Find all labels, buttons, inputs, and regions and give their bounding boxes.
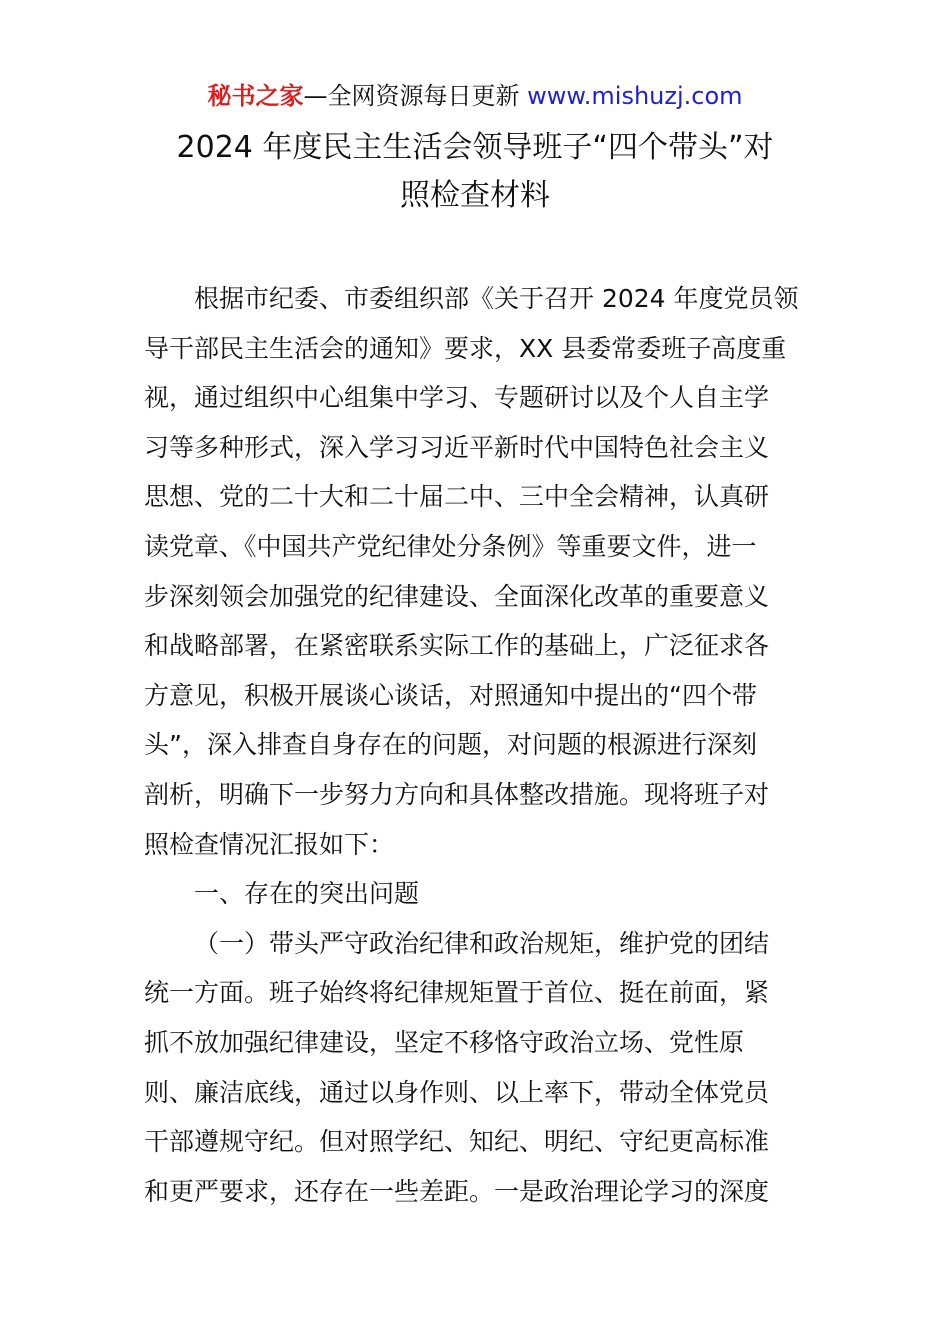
body-line: 和战略部署，在紧密联系实际工作的基础上，广泛征求各 <box>144 631 770 661</box>
body-line: 头”，深入排查自身存在的问题，对问题的根源进行深刻 <box>144 730 757 760</box>
title-line-1: 2024 年度民主生活会领导班子“四个带头”对 <box>176 130 774 165</box>
body-line: 统一方面。班子始终将纪律规矩置于首位、挺在前面，紧 <box>144 978 770 1008</box>
body-line: 方意见，积极开展谈心谈话，对照通知中提出的“四个带 <box>144 680 757 710</box>
body-line: 则、廉洁底线，通过以身作则、以上率下，带动全体党员 <box>144 1077 770 1107</box>
document-title <box>100 124 850 220</box>
body-line: 根据市纪委、市委组织部《关于召开 2024 年度党员领 <box>194 284 799 313</box>
body-line: 读党章、《中国共产党纪律处分条例》等重要文件，进一 <box>144 531 757 561</box>
site-header <box>0 78 950 114</box>
body-line: 思想、党的二十大和二十届二中、三中全会精神，认真研 <box>144 482 770 512</box>
body-line: 和更严要求，还存在一些差距。一是政治理论学习的深度 <box>144 1176 770 1206</box>
body-line: 剖析，明确下一步努力方向和具体整改措施。现将班子对 <box>144 779 770 809</box>
subsection-heading-line: （一）带头严守政治纪律和政治规矩，维护党的团结 <box>194 928 770 958</box>
body-line: 习等多种形式，深入学习习近平新时代中国特色社会主义 <box>144 432 770 462</box>
site-tagline: —全网资源每日更新 <box>303 82 520 110</box>
section-heading: 一、存在的突出问题 <box>194 879 420 909</box>
body-line: 干部遵规守纪。但对照学纪、知纪、明纪、守纪更高标准 <box>144 1127 770 1157</box>
body-line: 步深刻领会加强党的纪律建设、全面深化改革的重要意义 <box>144 581 770 611</box>
body-line: 视，通过组织中心组集中学习、专题研讨以及个人自主学 <box>144 383 770 413</box>
body-line: 照检查情况汇报如下： <box>144 829 395 859</box>
site-url-link[interactable]: www.mishuzj.com <box>527 82 743 110</box>
body-line: 抓不放加强纪律建设，坚定不移恪守政治立场、党性原 <box>144 1027 745 1057</box>
title-line-2: 照检查材料 <box>400 178 550 213</box>
document-body <box>144 274 809 1216</box>
site-brand: 秘书之家 <box>207 82 304 110</box>
body-line: 导干部民主生活会的通知》要求，XX 县委常委班子高度重 <box>144 333 787 363</box>
